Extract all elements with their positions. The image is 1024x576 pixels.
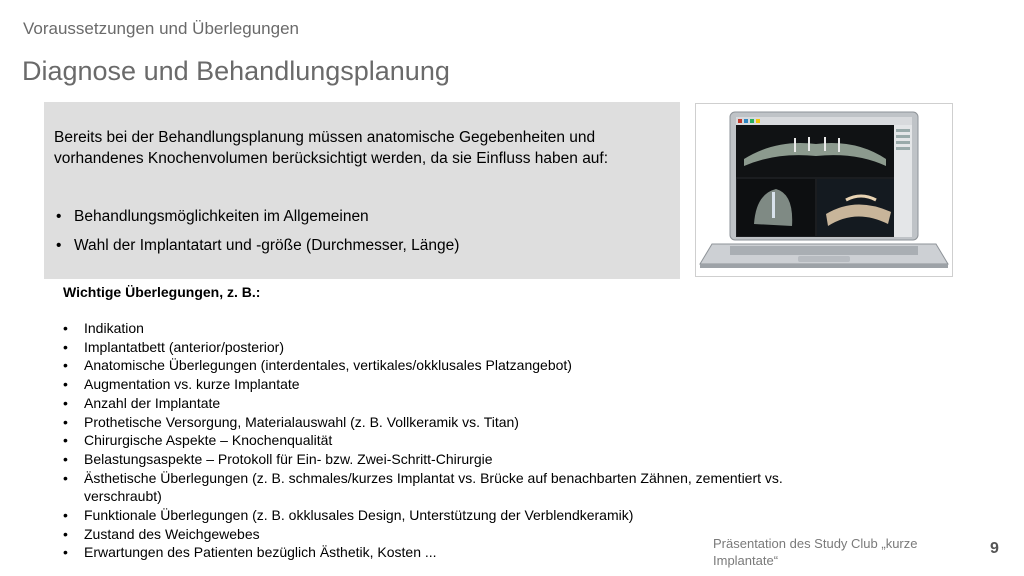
list-item: • Ästhetische Überlegungen (z. B. schmales/kurzes Implantat vs. Brücke auf benachbarten Zähnen, zementiert vs. verschraubt)	[63, 469, 783, 506]
footer-text: Präsentation des Study Club „kurze Implantate“	[713, 536, 918, 568]
intro-text: Bereits bei der Behandlungsplanung müssen anatomische Gegebenheiten und vorhandenes Knochenvolumen berücksichtigt werden, da sie Einfluss haben auf:	[54, 129, 609, 167]
list-item: • Funktionale Überlegungen (z. B. okklusales Design, Unterstützung der Verblendkeramik)	[63, 506, 783, 525]
list-item: • Anatomische Überlegungen (interdentales, vertikales/okklusales Platzangebot)	[63, 356, 783, 375]
page-number: 9	[990, 540, 999, 557]
list-item: • Prothetische Versorgung, Materialauswahl (z. B. Vollkeramik vs. Titan)	[63, 413, 783, 432]
slide-title: Diagnose und Behandlungsplanung	[22, 56, 450, 86]
list-item: • Zustand des Weichgewebes	[63, 525, 783, 544]
considerations-section	[63, 283, 783, 562]
intro-bullet: • Wahl der Implantatart und -größe (Durchmesser, Länge)	[54, 235, 459, 264]
intro-bullet-list	[54, 206, 459, 264]
list-item: • Belastungsaspekte – Protokoll für Ein- bzw. Zwei-Schritt-Chirurgie	[63, 450, 783, 469]
list-item: • Chirurgische Aspekte – Knochenqualität	[63, 431, 783, 450]
list-item: • Anzahl der Implantate	[63, 394, 783, 413]
list-item: • Indikation	[63, 319, 783, 338]
intro-box	[44, 102, 680, 279]
intro-bullet: • Behandlungsmöglichkeiten im Allgemeinen	[54, 206, 459, 235]
list-item: • Erwartungen des Patienten bezüglich Ästhetik, Kosten ...	[63, 543, 783, 562]
laptop-image	[695, 103, 953, 277]
considerations-list	[63, 319, 783, 562]
considerations-heading: Wichtige Überlegungen, z. B.:	[63, 284, 261, 300]
laptop-planning-software-icon	[696, 104, 952, 276]
list-item: • Augmentation vs. kurze Implantate	[63, 375, 783, 394]
slide-supertitle: Voraussetzungen und Überlegungen	[23, 19, 299, 38]
list-item: • Implantatbett (anterior/posterior)	[63, 338, 783, 357]
